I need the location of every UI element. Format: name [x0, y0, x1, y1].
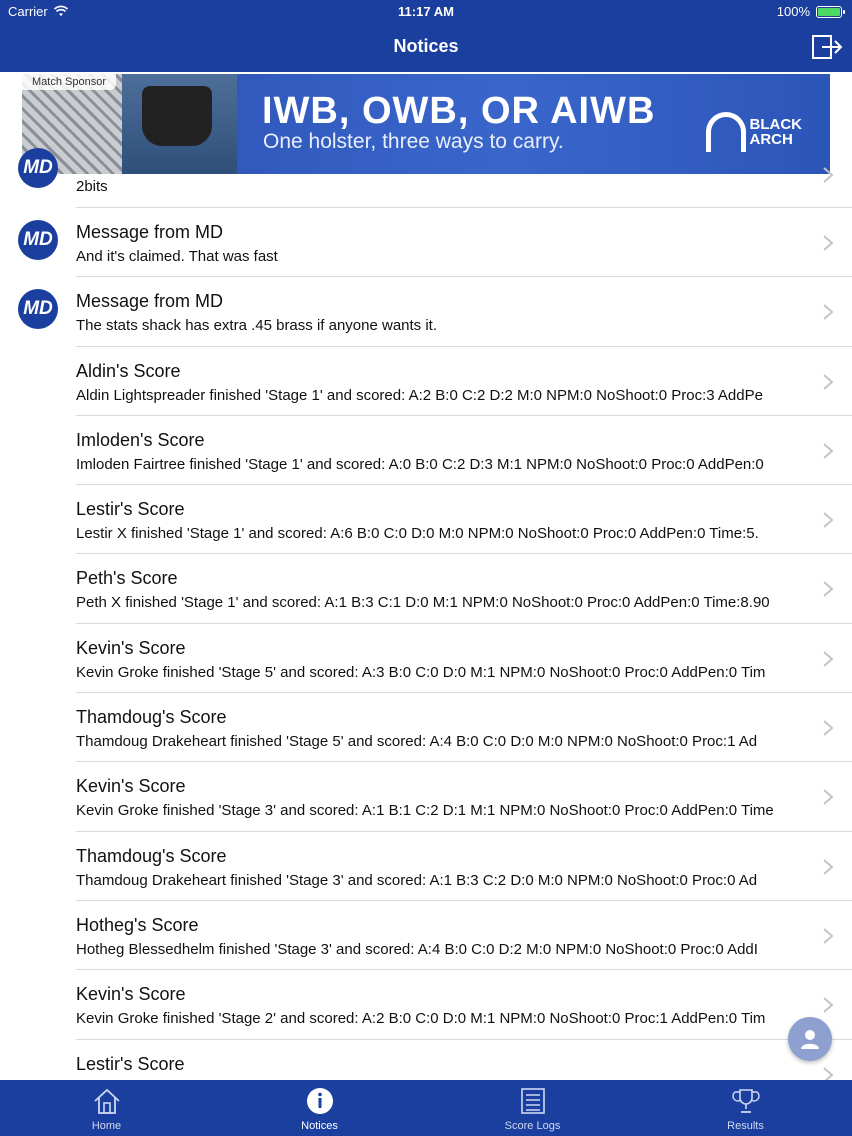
notice-message: Aldin Lightspreader finished 'Stage 1' and scored: A:2 B:0 C:2 D:2 M:0 NPM:0 NoShoot:0 Proc:3 AddPe — [76, 386, 763, 404]
sponsor-tag: Match Sponsor — [22, 74, 116, 90]
contact-icon — [799, 1028, 821, 1050]
notice-title: Peth's Score — [76, 568, 178, 589]
chevron-right-icon — [822, 166, 834, 184]
carrier-label: Carrier — [8, 4, 48, 19]
list-item[interactable] — [0, 277, 852, 346]
top-bar — [0, 0, 852, 72]
tab-score-logs[interactable] — [426, 1080, 639, 1136]
trophy-icon — [731, 1086, 761, 1116]
tab-home[interactable] — [0, 1080, 213, 1136]
chevron-right-icon — [822, 788, 834, 806]
notice-title: Lestir's Score — [76, 1053, 185, 1074]
notice-title: Thamdoug's Score — [76, 707, 227, 728]
notice-message: Peth X finished 'Stage 1' and scored: A:1 B:3 C:1 D:0 M:1 NPM:0 NoShoot:0 Proc:0 AddPen:0 Time:8.90 — [76, 594, 770, 612]
notice-title: Kevin's Score — [76, 984, 186, 1005]
chevron-right-icon — [822, 303, 834, 321]
chevron-right-icon — [822, 719, 834, 737]
tab-notices[interactable] — [213, 1080, 426, 1136]
list-item[interactable] — [0, 157, 852, 208]
notice-title: Message from MD — [76, 291, 224, 312]
chevron-right-icon — [822, 442, 834, 460]
sponsor-subline: One holster, three ways to carry. — [263, 130, 564, 153]
notice-message: Thamdoug Drakeheart finished 'Stage 3' and scored: A:1 B:3 C:2 D:0 M:0 NPM:0 NoShoot:0 Proc:0 Ad — [76, 871, 758, 889]
tab-label: Notices — [301, 1120, 338, 1132]
list-item[interactable] — [0, 832, 852, 901]
list-item[interactable] — [0, 624, 852, 693]
chevron-right-icon — [822, 511, 834, 529]
notice-title: Kevin's Score — [76, 637, 186, 658]
arch-logo-icon — [706, 112, 746, 152]
chevron-right-icon — [822, 927, 834, 945]
tab-label: Home — [91, 1120, 122, 1132]
list-item[interactable] — [0, 970, 852, 1039]
list-item[interactable] — [0, 208, 852, 277]
notice-title: Kevin's Score — [76, 776, 186, 797]
notice-title: Lestir's Score — [76, 499, 185, 520]
notice-message: Kevin Groke finished 'Stage 3' and scored: A:1 B:1 C:2 D:1 M:1 NPM:0 NoShoot:0 Proc:0 AddPen:0 Time — [76, 802, 774, 820]
battery-percent: 100% — [776, 4, 810, 19]
notice-message: Hotheg Blessedhelm finished 'Stage 3' and scored: A:4 B:0 C:0 D:2 M:0 NPM:0 NoShoot:0 Proc:0 AddI — [76, 940, 758, 958]
avatar: MD — [18, 148, 58, 188]
notice-title: Imloden's Score — [76, 429, 205, 450]
status-bar — [0, 0, 852, 24]
notice-message: The stats shack has extra .45 brass if anyone wants it. — [76, 317, 438, 335]
list-item[interactable] — [0, 693, 852, 762]
notice-title: Thamdoug's Score — [76, 845, 227, 866]
list-item[interactable] — [0, 901, 852, 970]
avatar: MD — [18, 220, 58, 260]
chevron-right-icon — [822, 234, 834, 252]
notice-message: Lestir X finished 'Stage 1' and scored: A:6 B:0 C:0 D:0 M:0 NPM:0 NoShoot:0 Proc:0 AddPen:0 Time:5. — [76, 525, 759, 543]
chevron-right-icon — [822, 373, 834, 391]
avatar: MD — [18, 289, 58, 329]
list-item[interactable] — [0, 485, 852, 554]
chevron-right-icon — [822, 650, 834, 668]
sponsor-brand-logo: BLACK ARCH — [706, 112, 803, 152]
chevron-right-icon — [822, 580, 834, 598]
page-title: Notices — [393, 36, 459, 56]
sponsor-banner[interactable] — [22, 74, 830, 174]
tab-label: Results — [727, 1120, 764, 1132]
logout-icon[interactable] — [810, 33, 844, 61]
list-item[interactable] — [0, 554, 852, 623]
chevron-right-icon — [822, 858, 834, 876]
list-item[interactable] — [0, 347, 852, 416]
notice-message: And it's claimed. That was fast — [76, 248, 278, 265]
info-icon — [305, 1086, 335, 1116]
notice-message: Thamdoug Drakeheart finished 'Stage 5' and scored: A:4 B:0 C:0 D:0 M:0 NPM:0 NoShoot:0 Proc:1 Ad — [76, 733, 758, 751]
battery-icon — [816, 6, 842, 18]
tab-bar — [0, 1080, 852, 1136]
notice-message: 2bits — [76, 178, 108, 195]
contact-button[interactable] — [788, 1017, 832, 1061]
list-item[interactable] — [0, 762, 852, 831]
notice-message: Imloden Fairtree finished 'Stage 1' and scored: A:0 B:0 C:2 D:3 M:1 NPM:0 NoShoot:0 Proc:0 AddPen:0 — [76, 455, 764, 473]
tab-label: Score Logs — [504, 1120, 561, 1132]
holster-image — [142, 86, 212, 146]
notice-message: Kevin Groke finished 'Stage 5' and scored: A:3 B:0 C:0 D:0 M:1 NPM:0 NoShoot:0 Proc:0 AddPen:0 Tim — [76, 663, 766, 681]
notice-title: Hotheg's Score — [76, 914, 199, 935]
list-item[interactable] — [0, 416, 852, 485]
notice-list[interactable] — [0, 157, 852, 1080]
notice-title: Aldin's Score — [76, 360, 181, 381]
status-time: 11:17 AM — [398, 4, 454, 19]
list-icon — [518, 1086, 548, 1116]
tab-results[interactable] — [639, 1080, 852, 1136]
notice-message: Kevin Groke finished 'Stage 2' and scored: A:2 B:0 C:0 D:0 M:1 NPM:0 NoShoot:0 Proc:1 AddPen:0 Tim — [76, 1010, 766, 1028]
sponsor-headline: IWB, OWB, OR AIWB — [262, 90, 656, 132]
chevron-right-icon — [822, 996, 834, 1014]
home-icon — [92, 1086, 122, 1116]
notice-title: Message from MD — [76, 222, 224, 242]
